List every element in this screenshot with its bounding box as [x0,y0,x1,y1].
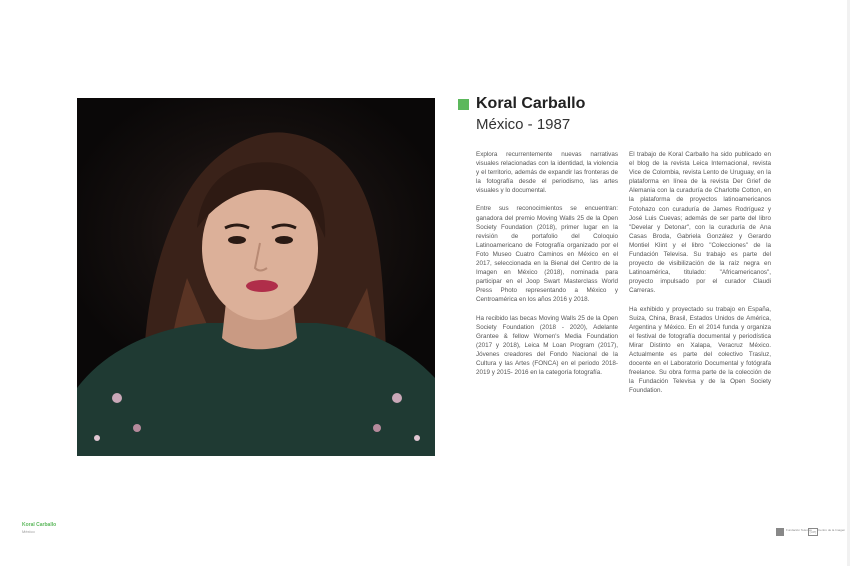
footer-logos [776,528,846,538]
bio-paragraph: Ha exhibido y proyectado su trabajo en España, Suiza, China, Brasil, Estados Unidos de América, Argentina y México. En el 2014 funda y organiza el festival de fotografía documental y periodística Mirar Distinto en Xalapa, Veracruz México. Actualmente es parte del colectivo Trasluz, docente en el Laboratorio Documental y fotógrafa freelance. Su obra forma parte de la colección de la Fundación Televisa y de la Open Society Foundation. [629,305,771,395]
footer-country: México [22,529,35,534]
televisa-mark-icon [776,528,784,536]
fundacion-televisa-logo [776,528,812,536]
logo-a-text: Fundación Televisa [786,528,812,532]
accent-square [458,99,469,110]
bio-column-1 [476,150,618,386]
bio-paragraph: Explora recurrentemente nuevas narrativas visuales relacionadas con la identidad, la violencia y el territorio, además de expandir las fronteras de la fotografía desde el periodismo, las artes visuales y lo documental. [476,151,618,195]
cip-mark-icon: [ciP] [809,530,817,534]
bio-paragraph: Ha recibido las becas Moving Walls 25 de la Open Society Foundation (2018 - 2020), Adelante Grantee & fellow Women's Media Foundation (2017 y 2018), Leica M Loan Program (2017), Jóvenes creadores del Fondo Nacional de la Cultura y las Artes (FONCA) en el periodo 2018- 2019 y 2015- 2016 en la categoría fotografía. [476,314,618,377]
bio-paragraph: El trabajo de Koral Carballo ha sido publicado en el blog de la revista Leica Internacional, revista Vice de Colombia, revista Lento de Uruguay, en la plataforma en línea de la revista Der Grief de Alemania con la curaduría de Charlotte Cotton, en la plataforma de proyectos latinoamericanos Fotohazo con curaduría de James Rodríguez y José Luis Cuevas; además de ser parte del libro "Develar y Detonar", con la curaduría de Ana Casas Broda, Gabriela González y Gerardo Montiel Klint y el libro "Colecciones" de la Fundación Televisa. Su trabajo es parte del proyecto de visibilización de la raíz negra en Latinoamérica, titulado: "Africamericanos", proyecto impulsado por el curador Claudi Carreras. [629,151,771,295]
centro-imagen-logo [808,528,846,536]
bio-column-2 [629,150,771,404]
portrait-illustration [77,98,435,456]
bio-paragraph: Entre sus reconocimientos se encuentran: ganadora del premio Moving Walls 25 de la Open Society Foundation (2018), primer lugar en la revisión de portafolio del Coloquio Latinoamericano de Fotografía organizado por el Foto Museo Cuatro Caminos en México en el 2017, seleccionada en la Bienal del Centro de la Imagen en México (2018), nominada para participar en el Joop Swart Masterclass World Press Photo representando a México y Centroamérica en los años 2016 y 2018. [476,205,618,304]
footer-name: Koral Carballo [22,522,57,528]
logo-b-text: Centro de la Imagen [818,528,846,532]
profile-name: Koral Carballo [476,95,586,112]
profile-origin: México - 1987 [476,116,571,133]
portrait-photo [77,98,435,456]
